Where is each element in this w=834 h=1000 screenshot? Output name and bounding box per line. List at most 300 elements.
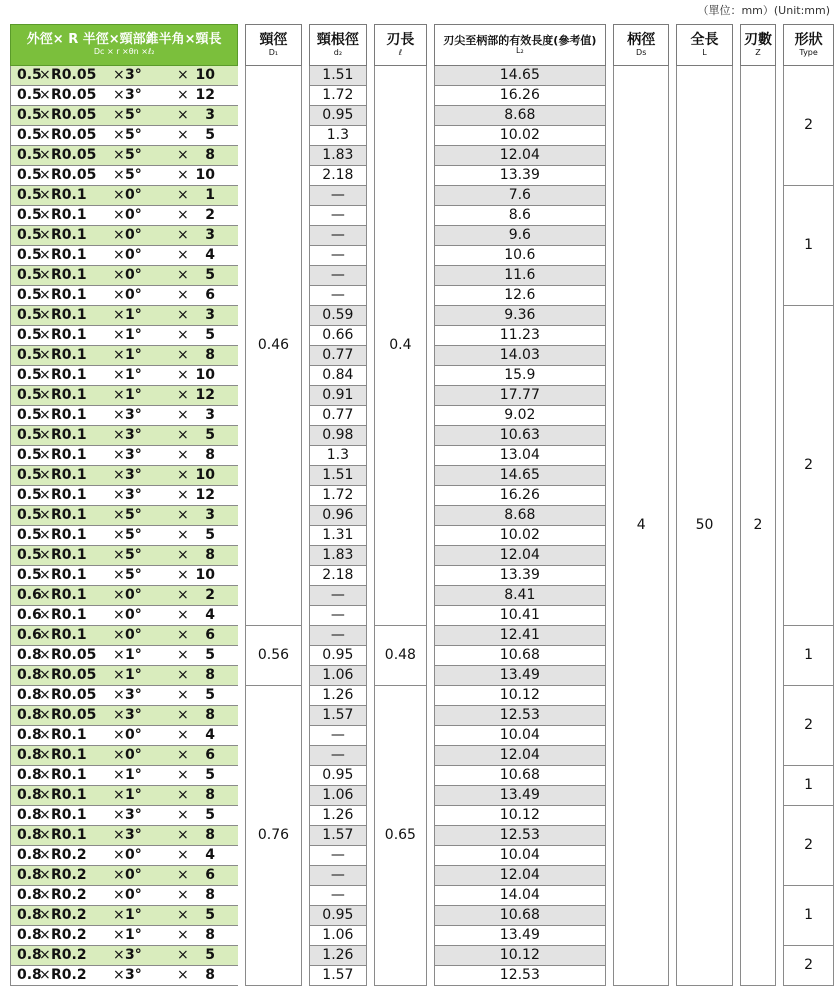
times-sign: ×: [39, 847, 51, 863]
times-sign: ×: [39, 567, 51, 583]
spec-cell: [11, 906, 238, 926]
spec-dc: 0.8: [17, 967, 42, 983]
times-sign: ×: [39, 927, 51, 943]
effective-length-cell: 16.26: [434, 486, 606, 506]
times-sign: ×: [177, 927, 189, 943]
spec-neck-length: 1: [205, 187, 215, 203]
spec-radius: R0.1: [51, 627, 87, 643]
spec-cell: [11, 326, 238, 346]
times-sign: ×: [113, 867, 125, 883]
times-sign: ×: [39, 407, 51, 423]
times-sign: ×: [113, 127, 125, 143]
header-ds-sub: Ds: [636, 47, 647, 57]
spec-cell: [11, 886, 238, 906]
spec-dc: 0.5: [17, 327, 42, 343]
spec-dc: 0.8: [17, 707, 42, 723]
times-sign: ×: [39, 667, 51, 683]
spec-angle: 0°: [125, 747, 142, 763]
spec-radius: R0.1: [51, 227, 87, 243]
times-sign: ×: [39, 187, 51, 203]
effective-length-cell: 8.68: [434, 506, 606, 526]
spec-radius: R0.05: [51, 87, 97, 103]
times-sign: ×: [39, 587, 51, 603]
effective-length-cell: 10.04: [434, 726, 606, 746]
spec-cell: [11, 586, 238, 606]
times-sign: ×: [113, 307, 125, 323]
spec-neck-length: 8: [205, 927, 215, 943]
spec-cell: [11, 806, 238, 826]
spec-line: [17, 346, 238, 365]
spec-dc: 0.8: [17, 807, 42, 823]
spec-angle: 3°: [125, 447, 142, 463]
times-sign: ×: [113, 827, 125, 843]
times-sign: ×: [113, 967, 125, 983]
times-sign: ×: [113, 807, 125, 823]
spec-dc: 0.5: [17, 107, 42, 123]
neck-root-diameter-cell: 1.51: [309, 66, 367, 86]
spec-cell: [11, 686, 238, 706]
spec-angle: 5°: [125, 507, 142, 523]
spec-neck-length: 3: [205, 507, 215, 523]
header-d2: [309, 25, 367, 66]
effective-length-cell: 13.04: [434, 446, 606, 466]
times-sign: ×: [177, 347, 189, 363]
spec-radius: R0.1: [51, 527, 87, 543]
neck-root-diameter-cell: —: [309, 186, 367, 206]
spec-line: [17, 166, 238, 185]
spec-neck-length: 2: [205, 207, 215, 223]
neck-root-diameter-cell: 0.84: [309, 366, 367, 386]
spec-angle: 1°: [125, 667, 142, 683]
effective-length-cell: 14.03: [434, 346, 606, 366]
spec-cell: [11, 506, 238, 526]
spec-neck-length: 10: [195, 167, 215, 183]
type-cell: 2: [784, 946, 834, 986]
spec-line: [17, 246, 238, 265]
spec-line: [17, 506, 238, 525]
type-cell: 1: [784, 626, 834, 686]
times-sign: ×: [177, 527, 189, 543]
times-sign: ×: [39, 747, 51, 763]
spec-neck-length: 10: [195, 567, 215, 583]
spec-neck-length: 8: [205, 787, 215, 803]
times-sign: ×: [177, 427, 189, 443]
spec-dc: 0.5: [17, 127, 42, 143]
spec-line: [17, 326, 238, 345]
spec-neck-length: 6: [205, 627, 215, 643]
type-cell: 1: [784, 186, 834, 306]
spec-line: [17, 226, 238, 245]
spec-angle: 0°: [125, 247, 142, 263]
flute-length-cell: 0.65: [375, 686, 427, 986]
times-sign: ×: [177, 407, 189, 423]
spec-radius: R0.1: [51, 287, 87, 303]
spec-angle: 0°: [125, 727, 142, 743]
header-l-sub: ℓ: [398, 47, 403, 57]
effective-length-cell: 12.53: [434, 826, 606, 846]
neck-root-diameter-cell: —: [309, 266, 367, 286]
spec-neck-length: 5: [205, 267, 215, 283]
spec-dc: 0.5: [17, 387, 42, 403]
neck-root-diameter-cell: —: [309, 726, 367, 746]
times-sign: ×: [113, 647, 125, 663]
spec-cell: [11, 446, 238, 466]
spec-dc: 0.5: [17, 507, 42, 523]
spec-angle: 3°: [125, 687, 142, 703]
spec-cell: [11, 706, 238, 726]
times-sign: ×: [39, 947, 51, 963]
spec-line: [17, 426, 238, 445]
spec-dc: 0.5: [17, 187, 42, 203]
spec-angle: 1°: [125, 927, 142, 943]
neck-root-diameter-cell: 1.57: [309, 706, 367, 726]
type-cell: 2: [784, 686, 834, 766]
effective-length-cell: 13.39: [434, 566, 606, 586]
spec-neck-length: 4: [205, 727, 215, 743]
times-sign: ×: [39, 687, 51, 703]
spec-radius: R0.1: [51, 807, 87, 823]
times-sign: ×: [39, 87, 51, 103]
spec-cell: [11, 106, 238, 126]
spec-line: [17, 646, 238, 665]
effective-length-cell: 14.65: [434, 66, 606, 86]
effective-length-cell: 13.49: [434, 786, 606, 806]
spec-radius: R0.1: [51, 207, 87, 223]
spec-cell: [11, 726, 238, 746]
times-sign: ×: [113, 167, 125, 183]
type-cell: 2: [784, 66, 834, 186]
spec-radius: R0.2: [51, 927, 87, 943]
spec-dc: 0.5: [17, 567, 42, 583]
spec-neck-length: 8: [205, 827, 215, 843]
spec-radius: R0.2: [51, 907, 87, 923]
spec-neck-length: 5: [205, 807, 215, 823]
times-sign: ×: [177, 567, 189, 583]
times-sign: ×: [113, 767, 125, 783]
times-sign: ×: [177, 67, 189, 83]
spec-table: [10, 24, 834, 986]
times-sign: ×: [113, 667, 125, 683]
times-sign: ×: [39, 147, 51, 163]
times-sign: ×: [39, 427, 51, 443]
spec-dc: 0.8: [17, 887, 42, 903]
neck-diameter-cell: 0.76: [246, 686, 302, 986]
spec-neck-length: 4: [205, 847, 215, 863]
spec-line: [17, 66, 238, 85]
times-sign: ×: [39, 127, 51, 143]
spec-line: [17, 306, 238, 325]
effective-length-cell: 10.41: [434, 606, 606, 626]
spec-neck-length: 12: [195, 87, 215, 103]
times-sign: ×: [177, 587, 189, 603]
spec-line: [17, 726, 238, 745]
spec-line: [17, 126, 238, 145]
effective-length-cell: 12.04: [434, 866, 606, 886]
spec-angle: 1°: [125, 347, 142, 363]
times-sign: ×: [113, 907, 125, 923]
spec-cell: [11, 966, 238, 986]
spec-dc: 0.5: [17, 367, 42, 383]
spec-angle: 0°: [125, 607, 142, 623]
spec-cell: [11, 346, 238, 366]
effective-length-cell: 13.39: [434, 166, 606, 186]
times-sign: ×: [177, 887, 189, 903]
times-sign: ×: [113, 487, 125, 503]
spec-dc: 0.5: [17, 227, 42, 243]
spec-cell: [11, 166, 238, 186]
spec-line: [17, 686, 238, 705]
times-sign: ×: [39, 867, 51, 883]
spec-line: [17, 86, 238, 105]
spec-angle: 3°: [125, 427, 142, 443]
neck-root-diameter-cell: 1.83: [309, 546, 367, 566]
table-body: [11, 66, 834, 986]
neck-root-diameter-cell: 0.77: [309, 406, 367, 426]
header-l2: [434, 25, 606, 66]
times-sign: ×: [177, 607, 189, 623]
neck-root-diameter-cell: 0.96: [309, 506, 367, 526]
spec-radius: R0.05: [51, 687, 97, 703]
spec-line: [17, 266, 238, 285]
spec-neck-length: 5: [205, 427, 215, 443]
times-sign: ×: [113, 747, 125, 763]
times-sign: ×: [39, 787, 51, 803]
times-sign: ×: [39, 727, 51, 743]
times-sign: ×: [113, 607, 125, 623]
effective-length-cell: 9.36: [434, 306, 606, 326]
spec-dc: 0.5: [17, 147, 42, 163]
spec-cell: [11, 606, 238, 626]
spec-radius: R0.2: [51, 947, 87, 963]
spec-line: [17, 786, 238, 805]
spec-angle: 3°: [125, 827, 142, 843]
spec-angle: 1°: [125, 307, 142, 323]
header-d1-sub: D₁: [268, 47, 279, 57]
spec-dc: 0.5: [17, 267, 42, 283]
spec-angle: 0°: [125, 627, 142, 643]
spec-angle: 0°: [125, 587, 142, 603]
times-sign: ×: [177, 307, 189, 323]
spec-radius: R0.1: [51, 827, 87, 843]
times-sign: ×: [39, 507, 51, 523]
spec-cell: [11, 466, 238, 486]
times-sign: ×: [177, 907, 189, 923]
spec-dc: 0.5: [17, 427, 42, 443]
spec-cell: [11, 246, 238, 266]
neck-root-diameter-cell: 0.77: [309, 346, 367, 366]
spec-dc: 0.6: [17, 627, 42, 643]
spec-dc: 0.8: [17, 787, 42, 803]
times-sign: ×: [39, 207, 51, 223]
spec-neck-length: 5: [205, 127, 215, 143]
spec-neck-length: 8: [205, 707, 215, 723]
spec-neck-length: 3: [205, 227, 215, 243]
spec-radius: R0.05: [51, 167, 97, 183]
spec-line: [17, 806, 238, 825]
times-sign: ×: [39, 287, 51, 303]
spec-angle: 3°: [125, 487, 142, 503]
header-ds-main: 柄徑: [627, 31, 656, 48]
spec-radius: R0.1: [51, 547, 87, 563]
spec-radius: R0.1: [51, 587, 87, 603]
spec-radius: R0.05: [51, 647, 97, 663]
neck-root-diameter-cell: —: [309, 586, 367, 606]
spec-line: [17, 446, 238, 465]
neck-root-diameter-cell: 1.57: [309, 826, 367, 846]
spec-angle: 3°: [125, 707, 142, 723]
spec-cell: [11, 486, 238, 506]
times-sign: ×: [177, 167, 189, 183]
spec-cell: [11, 86, 238, 106]
spec-cell: [11, 126, 238, 146]
effective-length-cell: 16.26: [434, 86, 606, 106]
times-sign: ×: [39, 527, 51, 543]
times-sign: ×: [177, 707, 189, 723]
neck-root-diameter-cell: —: [309, 206, 367, 226]
spec-cell: [11, 946, 238, 966]
spec-dc: 0.5: [17, 547, 42, 563]
spec-dc: 0.8: [17, 907, 42, 923]
neck-root-diameter-cell: 1.26: [309, 806, 367, 826]
spec-cell: [11, 226, 238, 246]
neck-root-diameter-cell: 2.18: [309, 166, 367, 186]
header-d2-main: 頸根徑: [316, 31, 359, 48]
spec-neck-length: 5: [205, 767, 215, 783]
flutes-cell: 2: [740, 66, 776, 986]
spec-cell: [11, 766, 238, 786]
spec-cell: [11, 926, 238, 946]
header-spec-sub: Dc × r ×θn ×ℓ₂: [93, 47, 155, 57]
spec-dc: 0.5: [17, 467, 42, 483]
spec-cell: [11, 426, 238, 446]
spec-dc: 0.8: [17, 827, 42, 843]
spec-neck-length: 4: [205, 607, 215, 623]
times-sign: ×: [177, 287, 189, 303]
times-sign: ×: [177, 127, 189, 143]
spec-radius: R0.1: [51, 407, 87, 423]
spec-radius: R0.1: [51, 767, 87, 783]
times-sign: ×: [177, 247, 189, 263]
spec-radius: R0.1: [51, 267, 87, 283]
times-sign: ×: [177, 867, 189, 883]
spec-angle: 3°: [125, 67, 142, 83]
spec-neck-length: 5: [205, 327, 215, 343]
neck-root-diameter-cell: 0.66: [309, 326, 367, 346]
spec-line: [17, 586, 238, 605]
times-sign: ×: [113, 727, 125, 743]
neck-root-diameter-cell: 1.72: [309, 486, 367, 506]
effective-length-cell: 14.04: [434, 886, 606, 906]
times-sign: ×: [39, 227, 51, 243]
header-overall-length: [677, 25, 732, 66]
spec-dc: 0.5: [17, 447, 42, 463]
times-sign: ×: [177, 467, 189, 483]
header-l2-main: 刃尖至柄部的有效長度(參考值): [443, 33, 597, 47]
neck-root-diameter-cell: —: [309, 886, 367, 906]
spec-radius: R0.1: [51, 327, 87, 343]
effective-length-cell: 8.41: [434, 586, 606, 606]
spec-neck-length: 8: [205, 887, 215, 903]
times-sign: ×: [177, 487, 189, 503]
times-sign: ×: [177, 147, 189, 163]
neck-root-diameter-cell: —: [309, 226, 367, 246]
spec-dc: 0.5: [17, 87, 42, 103]
spec-cell: [11, 406, 238, 426]
spec-angle: 5°: [125, 107, 142, 123]
times-sign: ×: [39, 467, 51, 483]
spec-angle: 0°: [125, 847, 142, 863]
times-sign: ×: [177, 387, 189, 403]
header-ds: [613, 25, 668, 66]
effective-length-cell: 17.77: [434, 386, 606, 406]
spec-radius: R0.1: [51, 447, 87, 463]
times-sign: ×: [113, 507, 125, 523]
neck-root-diameter-cell: —: [309, 286, 367, 306]
neck-root-diameter-cell: 0.95: [309, 106, 367, 126]
spec-angle: 3°: [125, 87, 142, 103]
times-sign: ×: [113, 187, 125, 203]
effective-length-cell: 10.04: [434, 846, 606, 866]
header-flutes-main: 刃數: [743, 31, 772, 48]
spec-radius: R0.05: [51, 667, 97, 683]
spec-line: [17, 146, 238, 165]
neck-root-diameter-cell: 2.18: [309, 566, 367, 586]
spec-radius: R0.1: [51, 387, 87, 403]
spec-line: [17, 366, 238, 385]
times-sign: ×: [39, 967, 51, 983]
header-overall-length-main: 全長: [690, 31, 719, 48]
spec-radius: R0.1: [51, 307, 87, 323]
spec-line: [17, 906, 238, 925]
effective-length-cell: 12.53: [434, 706, 606, 726]
spec-cell: [11, 386, 238, 406]
effective-length-cell: 11.23: [434, 326, 606, 346]
times-sign: ×: [113, 427, 125, 443]
spec-radius: R0.2: [51, 847, 87, 863]
spec-neck-length: 6: [205, 867, 215, 883]
effective-length-cell: 10.63: [434, 426, 606, 446]
effective-length-cell: 8.6: [434, 206, 606, 226]
spec-line: [17, 706, 238, 725]
spec-neck-length: 5: [205, 527, 215, 543]
spec-angle: 1°: [125, 907, 142, 923]
neck-diameter-cell: 0.46: [246, 66, 302, 626]
neck-root-diameter-cell: 0.95: [309, 646, 367, 666]
spec-line: [17, 486, 238, 505]
spec-neck-length: 3: [205, 407, 215, 423]
spec-dc: 0.6: [17, 587, 42, 603]
spec-neck-length: 4: [205, 247, 215, 263]
times-sign: ×: [113, 887, 125, 903]
spec-cell: [11, 846, 238, 866]
neck-root-diameter-cell: 0.95: [309, 906, 367, 926]
spec-angle: 3°: [125, 967, 142, 983]
neck-root-diameter-cell: 1.3: [309, 446, 367, 466]
times-sign: ×: [177, 227, 189, 243]
spec-radius: R0.2: [51, 887, 87, 903]
times-sign: ×: [177, 267, 189, 283]
unit-note: （單位：mm）(Unit:mm): [697, 4, 830, 17]
spec-neck-length: 8: [205, 447, 215, 463]
neck-root-diameter-cell: 0.98: [309, 426, 367, 446]
spec-neck-length: 10: [195, 367, 215, 383]
spec-neck-length: 5: [205, 907, 215, 923]
spec-angle: 0°: [125, 227, 142, 243]
shank-diameter-cell: 4: [613, 66, 668, 986]
spec-dc: 0.5: [17, 207, 42, 223]
times-sign: ×: [39, 107, 51, 123]
neck-root-diameter-cell: 1.06: [309, 786, 367, 806]
